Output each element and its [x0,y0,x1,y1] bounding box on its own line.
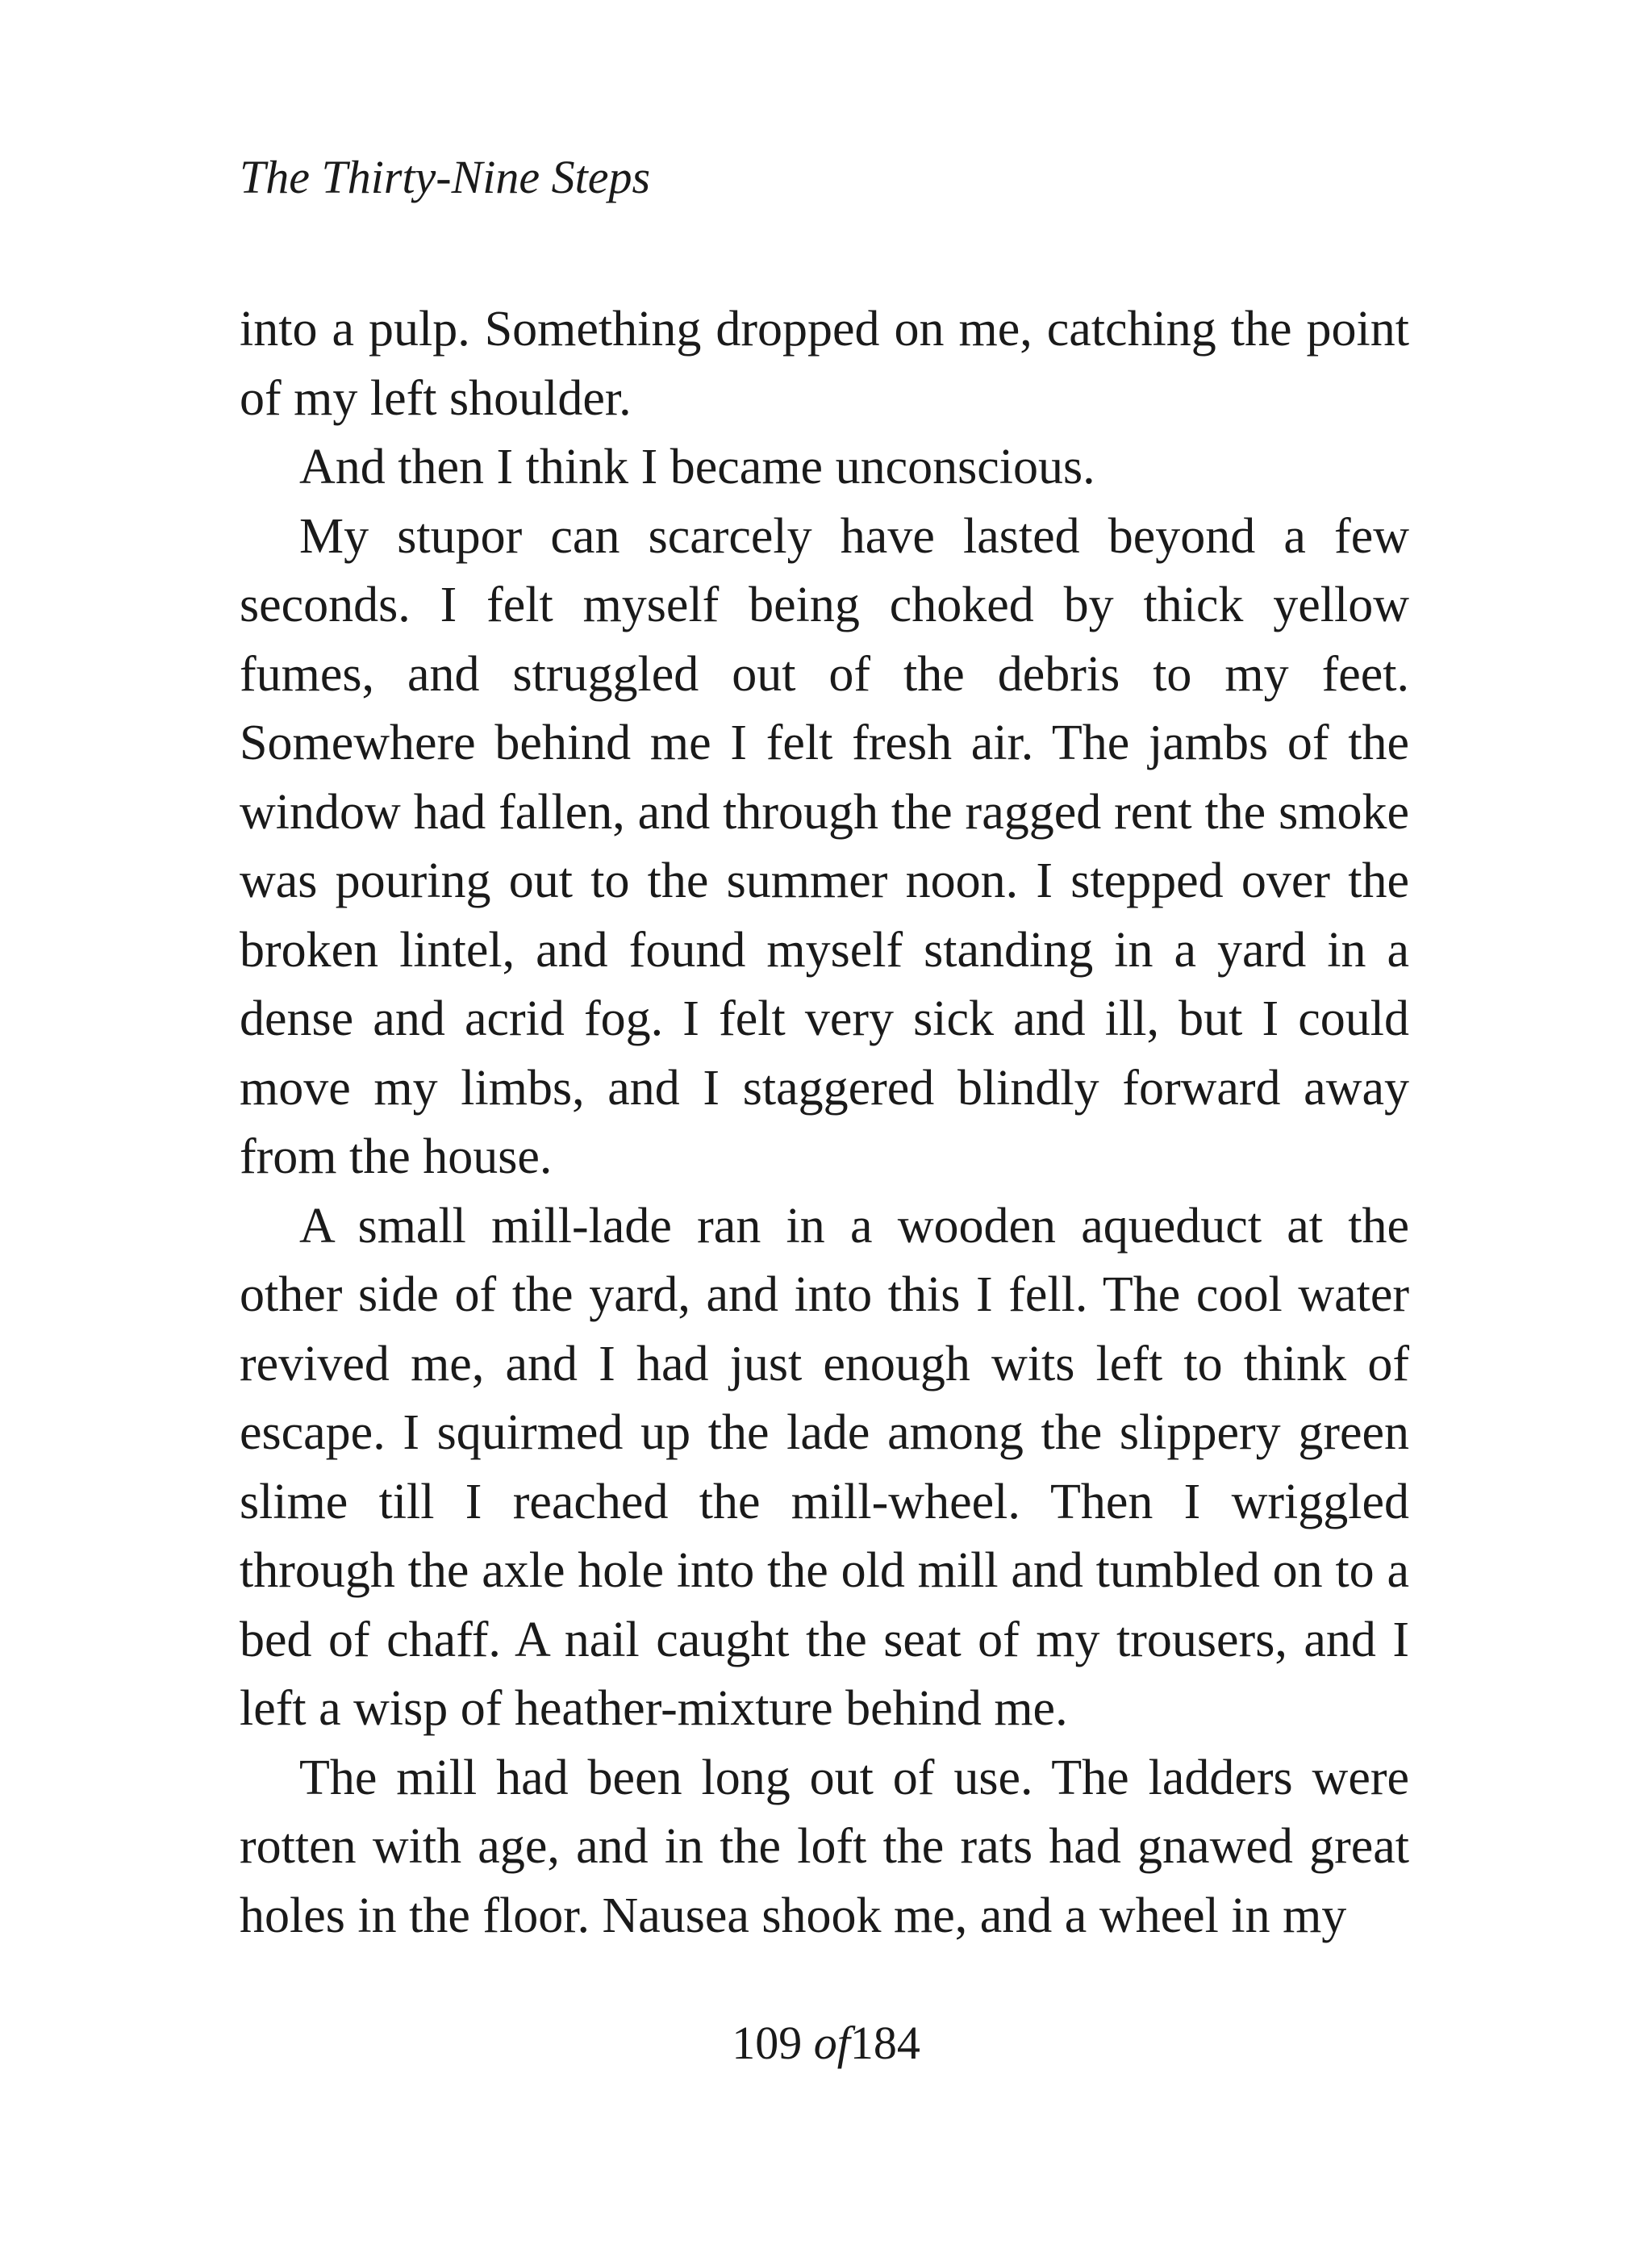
page-number [0,2011,1652,2076]
page-number-current: 109 [732,2017,803,2069]
paragraph: A small mill-lade ran in a wooden aqueduct at the other side of the yard, and into this I fell. The cool water revived me, and I had just enough wits left to think of escape. I squirmed up the lade among the slippery green slime till I reached the mill-wheel. Then I wriggled through the axle hole into the old mill and tumbled on to a bed of chaff. A nail caught the seat of my trousers, and I left a wisp of heather-mixture behind me. [240,1198,1409,1736]
body-text [240,295,1409,1951]
paragraph-continued: into a pulp. Something dropped on me, catching the point of my left shoulder. [240,302,1409,426]
page-number-of: of [813,2017,850,2069]
paragraph: And then I think I became unconscious. [299,440,1095,494]
paragraph: The mill had been long out of use. The ladders were rotten with age, and in the loft the rats had gnawed great holes in the floor. Nausea shook me, and a wheel in my [240,1750,1409,1943]
paragraph: My stupor can scarcely have lasted beyond a few seconds. I felt myself being choked by thick yellow fumes, and struggled out of the debris to my feet. Somewhere behind me I felt fresh air. The jambs of the window had fallen, and through the ragged rent the smoke was pouring out to the summer noon. I stepped over the broken lintel, and found myself standing in a yard in a dense and acrid fog. I felt very sick and ill, but I could move my limbs, and I staggered blindly forward away from the house. [240,508,1409,1184]
running-head-title: The Thirty-Nine Steps [240,151,651,203]
page-number-total: 184 [849,2017,920,2069]
